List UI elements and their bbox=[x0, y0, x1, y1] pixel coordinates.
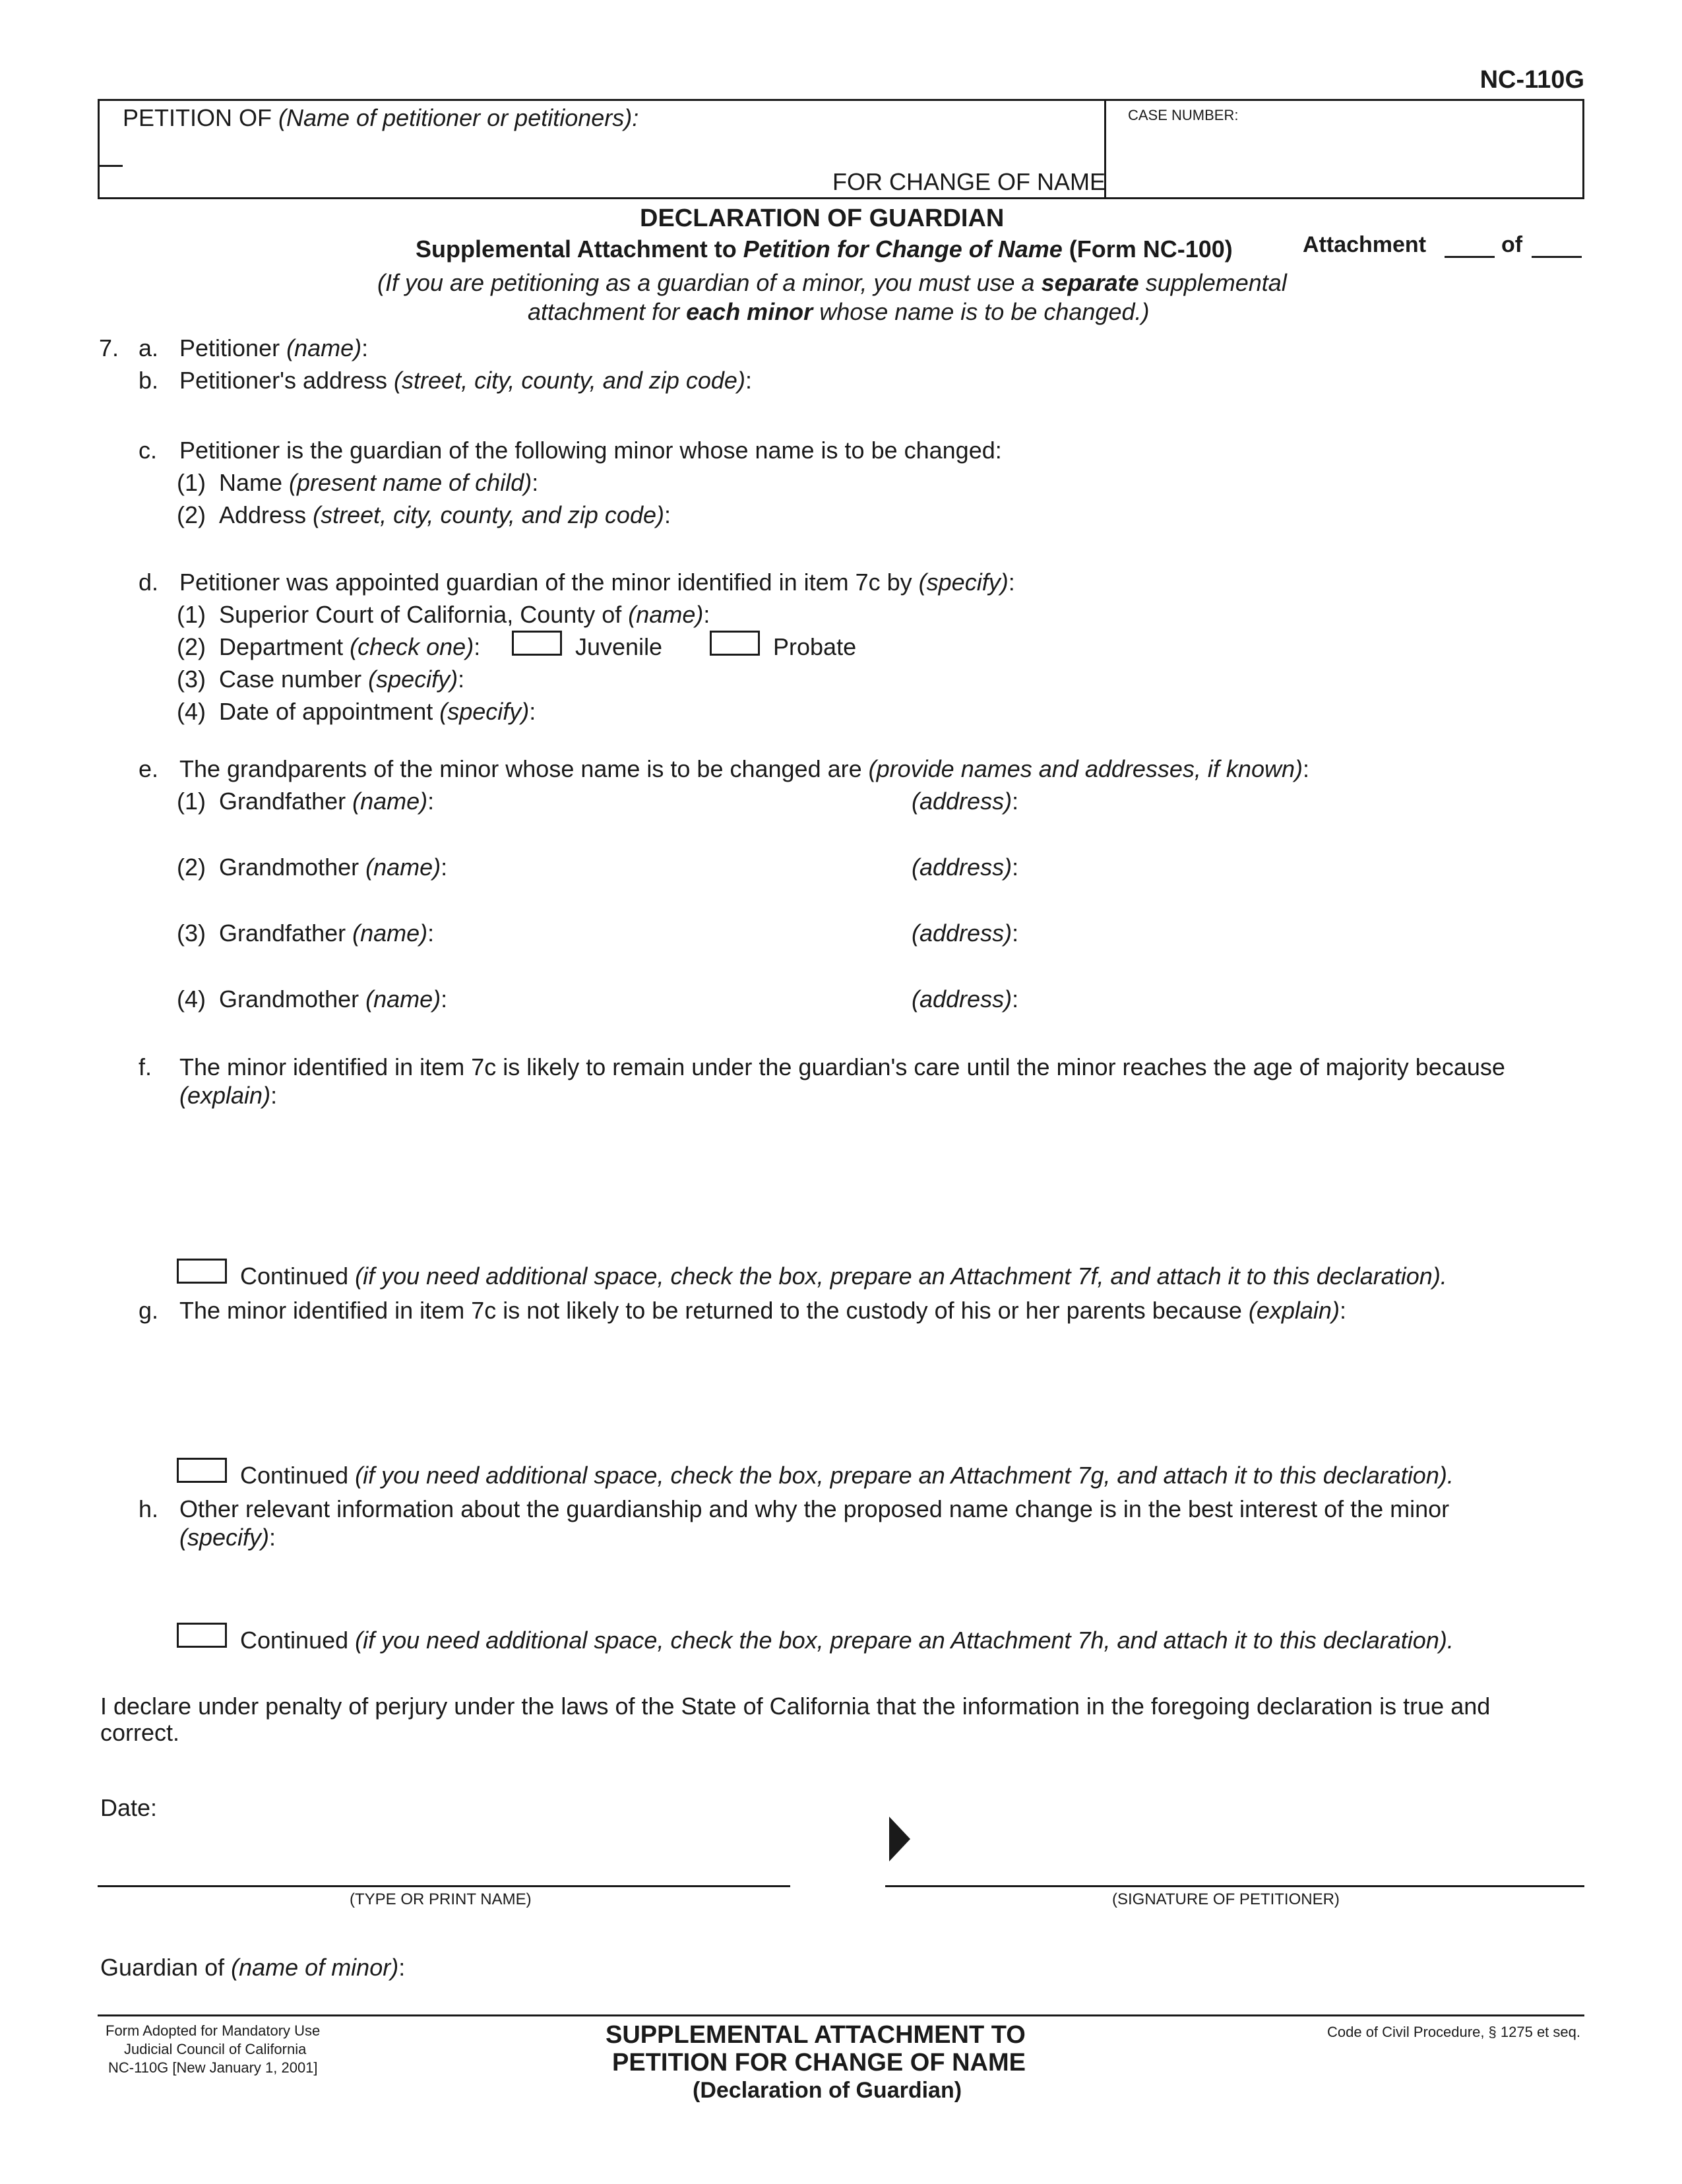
grandparent-name: Grandfather (name): bbox=[219, 920, 435, 947]
footer-code: Code of Civil Procedure, § 1275 et seq. bbox=[1326, 2024, 1580, 2040]
juvenile-checkbox[interactable] bbox=[512, 631, 562, 656]
print-name-caption: (TYPE OR PRINT NAME) bbox=[350, 1890, 532, 1908]
item-c2-num: (2) bbox=[177, 501, 206, 528]
item-d3-num: (3) bbox=[177, 666, 206, 693]
item-d-letter: d. bbox=[139, 569, 159, 596]
item-d1-county: Superior Court of California, County of (name): bbox=[219, 601, 710, 628]
footer-council: Judicial Council of California bbox=[124, 2041, 307, 2057]
item-d-text: Petitioner was appointed guardian of the minor identified in item 7c by (specify): bbox=[179, 569, 1015, 596]
attachment-of-label: of bbox=[1501, 232, 1523, 257]
item-d2-num: (2) bbox=[177, 633, 206, 660]
attachment-total-field[interactable] bbox=[1532, 256, 1582, 258]
grandparent-address: (address): bbox=[912, 985, 1019, 1013]
item-f-explain: (explain): bbox=[179, 1082, 278, 1109]
continued-7h-checkbox[interactable] bbox=[177, 1623, 227, 1648]
date-label: Date: bbox=[100, 1794, 158, 1821]
grandparent-address: (address): bbox=[912, 854, 1019, 881]
footer-form-rev: NC-110G [New January 1, 2001] bbox=[108, 2059, 318, 2076]
item-e-letter: e. bbox=[139, 755, 159, 782]
item-d2-department: Department (check one): bbox=[219, 633, 481, 660]
grandparent-name: Grandmother (name): bbox=[219, 985, 448, 1013]
print-name-line[interactable] bbox=[98, 1885, 790, 1887]
attachment-label: Attachment bbox=[1303, 232, 1427, 257]
form-id: NC-110G bbox=[1480, 66, 1584, 94]
continued-7f-label: Continued (if you need additional space, check the box, prepare an Attachment 7f, and attach it to this declaration). bbox=[240, 1263, 1447, 1290]
for-change-of-name: FOR CHANGE OF NAME bbox=[832, 168, 1106, 195]
grandparent-address: (address): bbox=[912, 920, 1019, 947]
grandparent-address: (address): bbox=[912, 788, 1019, 815]
item-d1-num: (1) bbox=[177, 601, 206, 628]
continued-7h-label: Continued (if you need additional space, check the box, prepare an Attachment 7h, and attach it to this declaration). bbox=[240, 1627, 1454, 1654]
attachment-number-field[interactable] bbox=[1445, 256, 1495, 258]
juvenile-label: Juvenile bbox=[575, 633, 663, 660]
form-title: DECLARATION OF GUARDIAN bbox=[640, 204, 1005, 232]
footer-rule bbox=[98, 2014, 1584, 2016]
footer-title2: PETITION FOR CHANGE OF NAME bbox=[612, 2049, 1026, 2076]
item-h-specify: (specify): bbox=[179, 1524, 276, 1551]
item-f-text: The minor identified in item 7c is likely to remain under the guardian's care until the minor reaches the age of majority because bbox=[179, 1053, 1505, 1080]
item-a-letter: a. bbox=[139, 334, 159, 361]
instruction-note-line2: attachment for each minor whose name is to be changed.) bbox=[528, 298, 1150, 325]
footer-title1: SUPPLEMENTAL ATTACHMENT TO bbox=[606, 2021, 1026, 2049]
item-c1-num: (1) bbox=[177, 469, 206, 496]
signature-arrow-icon bbox=[888, 1815, 912, 1863]
footer-adopted: Form Adopted for Mandatory Use bbox=[106, 2022, 321, 2039]
signature-caption: (SIGNATURE OF PETITIONER) bbox=[1112, 1890, 1340, 1908]
grandparent-row-num: (4) bbox=[177, 985, 206, 1013]
continued-7g-label: Continued (if you need additional space, check the box, prepare an Attachment 7g, and attach it to this declaration). bbox=[240, 1462, 1454, 1489]
probate-label: Probate bbox=[773, 633, 857, 660]
item-h-text: Other relevant information about the guardianship and why the proposed name change is in the best interest of the minor bbox=[179, 1495, 1450, 1522]
grandparent-row-num: (3) bbox=[177, 920, 206, 947]
item-number: 7. bbox=[99, 334, 119, 361]
form-subtitle: Supplemental Attachment to Petition for Change of Name (Form NC-100) bbox=[416, 235, 1233, 263]
grandparent-name: Grandmother (name): bbox=[219, 854, 448, 881]
probate-checkbox[interactable] bbox=[710, 631, 760, 656]
instruction-note-line1: (If you are petitioning as a guardian of a minor, you must use a separate supplemental bbox=[377, 269, 1287, 296]
item-b-petitioner-address: Petitioner's address (street, city, county, and zip code): bbox=[179, 367, 752, 394]
item-d4-date: Date of appointment (specify): bbox=[219, 698, 536, 725]
item-f-letter: f. bbox=[139, 1053, 152, 1080]
signature-line[interactable] bbox=[885, 1885, 1584, 1887]
item-g-letter: g. bbox=[139, 1297, 159, 1324]
footer-title3: (Declaration of Guardian) bbox=[693, 2078, 962, 2103]
petitioner-name-field[interactable] bbox=[99, 165, 123, 167]
item-d3-case-number: Case number (specify): bbox=[219, 666, 465, 693]
grandparent-row-num: (2) bbox=[177, 854, 206, 881]
item-c2-child-address: Address (street, city, county, and zip code): bbox=[219, 501, 671, 528]
item-c-letter: c. bbox=[139, 437, 158, 464]
declaration-line2: correct. bbox=[100, 1719, 180, 1746]
continued-7f-checkbox[interactable] bbox=[177, 1259, 227, 1284]
guardian-of-label: Guardian of (name of minor): bbox=[100, 1954, 406, 1981]
item-b-letter: b. bbox=[139, 367, 159, 394]
item-e-text: The grandparents of the minor whose name is to be changed are (provide names and addresses, if known): bbox=[179, 755, 1309, 782]
item-c1-child-name: Name (present name of child): bbox=[219, 469, 539, 496]
continued-7g-checkbox[interactable] bbox=[177, 1458, 227, 1483]
item-g-text: The minor identified in item 7c is not likely to be returned to the custody of his or her parents because (explain): bbox=[179, 1297, 1346, 1324]
declaration-line1: I declare under penalty of perjury under the laws of the State of California that the information in the foregoing declaration is true and bbox=[100, 1693, 1491, 1720]
item-c-text: Petitioner is the guardian of the following minor whose name is to be changed: bbox=[179, 437, 1002, 464]
case-number-field[interactable] bbox=[1108, 132, 1580, 195]
grandparent-row-num: (1) bbox=[177, 788, 206, 815]
petition-of-label: PETITION OF (Name of petitioner or petitioners): bbox=[123, 104, 639, 131]
item-h-letter: h. bbox=[139, 1495, 159, 1522]
item-d4-num: (4) bbox=[177, 698, 206, 725]
case-number-label: CASE NUMBER: bbox=[1128, 107, 1239, 123]
grandparent-name: Grandfather (name): bbox=[219, 788, 435, 815]
item-a-petitioner-name: Petitioner (name): bbox=[179, 334, 369, 361]
